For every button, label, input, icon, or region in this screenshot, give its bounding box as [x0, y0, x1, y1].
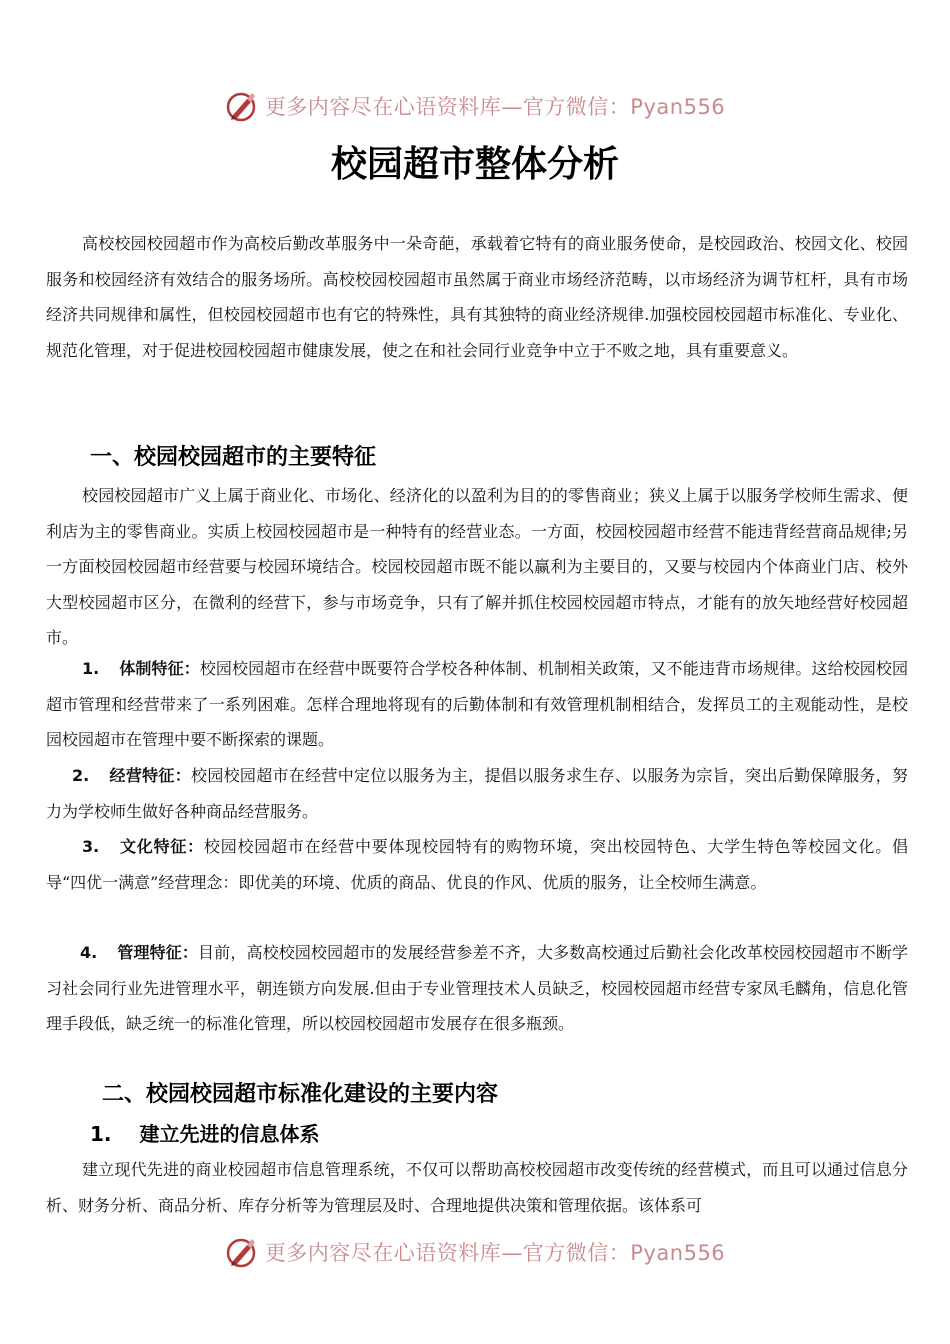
footer-banner: [0, 1232, 950, 1272]
pen-logo-icon: [225, 1235, 259, 1269]
section1-heading: 一、校园校园超市的主要特征: [90, 445, 377, 470]
item-term: 管理特征：: [117, 943, 199, 962]
item-text: 校园校园超市在经营中定位以服务为主，提倡以服务求生存、以服务为宗旨，突出后勤保障服务，努力为学校师生做好各种商品经营服务。: [46, 766, 908, 821]
page-title: 校园超市整体分析: [330, 144, 619, 185]
section1-paragraph: 校园校园超市广义上属于商业化、市场化、经济化的以盈利为目的的零售商业；狭义上属于以服务学校师生需求、便利店为主的零售商业。实质上校园校园超市是一种特有的经营业态。一方面，校园校园超市经营不能违背经营商品规律;另一方面校园校园超市经营要与校园环境结合。校园校园超市既不能以赢利为主要目的，又要与校园内个体商业门店、校外大型校园超市区分，在微利的经营下，参与市场竞争，只有了解并抓住校园校园超市特点，才能有的放矢地经营好校园超市。: [46, 486, 908, 647]
item-text: 校园校园超市在经营中既要符合学校各种体制、机制相关政策，又不能违背市场规律。这给校园校园超市管理和经营带来了一系列困难。怎样合理地将现有的后勤体制和有效管理机制相结合，发挥员工的主观能动性，是校园校园超市在管理中要不断探索的课题。: [46, 659, 908, 749]
item-term: 经营特征：: [109, 766, 192, 785]
item-text: 目前，高校校园校园超市的发展经营参差不齐，大多数高校通过后勤社会化改革校园校园超市不断学习社会同行业先进管理水平，朝连锁方向发展.但由于专业管理技术人员缺乏，校园校园超市经营专家凤毛麟角，信息化管理手段低，缺乏统一的标准化管理，所以校园校园超市发展存在很多瓶颈。: [46, 943, 908, 1033]
feature-item-1: [46, 651, 908, 758]
pen-logo-icon: [225, 89, 259, 123]
header-banner: [0, 86, 950, 126]
item-number: 3.: [82, 837, 100, 856]
feature-item-3: [46, 829, 908, 900]
item-number: 2.: [72, 766, 90, 785]
intro-paragraph: 高校校园校园超市作为高校后勤改革服务中一朵奇葩，承载着它特有的商业服务使命，是校园政治、校园文化、校园服务和校园经济有效结合的服务场所。高校校园校园超市虽然属于商业市场经济范畴，以市场经济为调节杠杆，具有市场经济共同规律和属性，但校园校园超市也有它的特殊性，具有其独特的商业经济规律.加强校园校园超市标准化、专业化、规范化管理，对于促进校园校园超市健康发展，使之在和社会同行业竞争中立于不败之地，具有重要意义。: [46, 234, 908, 360]
section2-heading: 二、校园校园超市标准化建设的主要内容: [102, 1082, 499, 1107]
item-term: 体制特征：: [119, 659, 200, 678]
feature-item-4: [46, 935, 908, 1042]
feature-item-2: [46, 758, 908, 829]
item-text: 校园校园超市在经营中要体现校园特有的购物环境，突出校园特色、大学生特色等校园文化。倡导“四优一满意”经营理念：即优美的环境、优质的商品、优良的作风、优质的服务，让全校师生满意。: [46, 837, 908, 892]
item-term: 文化特征：: [119, 837, 204, 856]
item-number: 4.: [80, 943, 98, 962]
section2-subheading: 1. 建立先进的信息体系: [90, 1122, 320, 1146]
item-number: 1.: [82, 659, 100, 678]
banner-text: 更多内容尽在心语资料库—官方微信：Pyan556: [264, 1241, 726, 1265]
section2-paragraph: 建立现代先进的商业校园超市信息管理系统，不仅可以帮助高校校园超市改变传统的经营模式，而且可以通过信息分析、财务分析、商品分析、库存分析等为管理层及时、合理地提供决策和管理依据。该体系可: [46, 1160, 908, 1215]
banner-text: 更多内容尽在心语资料库—官方微信：Pyan556: [264, 95, 726, 119]
